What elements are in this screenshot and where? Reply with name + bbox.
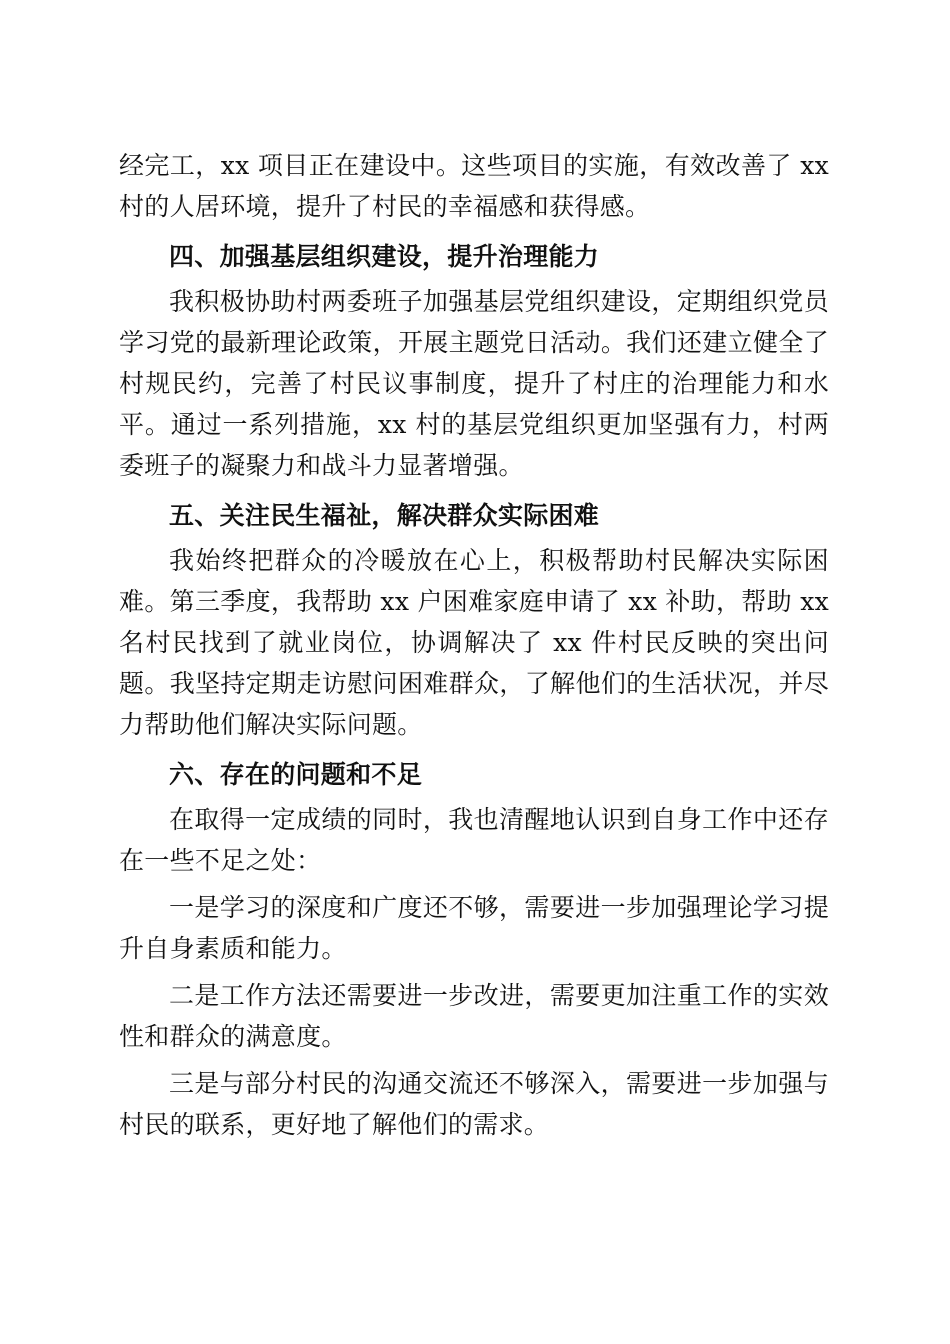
section-5-heading: 五、关注民生福祉，解决群众实际困难	[169, 501, 600, 530]
section-6-point-3: 三是与部分村民的沟通交流还不够深入，需要进一步加强与村民的联系，更好地了解他们的需求。	[119, 1069, 829, 1139]
section-5-paragraph: 我始终把群众的冷暖放在心上，积极帮助村民解决实际困难。第三季度，我帮助 xx 户困难家庭申请了 xx 补助，帮助 xx 名村民找到了就业岗位，协调解决了 xx 件村民反映的突出问题。我坚持定期走访慰问困难群众，了解他们的生活状况，并尽力帮助他们解决实际问题。	[119, 546, 829, 739]
document-body	[119, 145, 829, 1151]
section-4-heading: 四、加强基层组织建设，提升治理能力	[169, 242, 600, 271]
section-6-point-2: 二是工作方法还需要进一步改进，需要更加注重工作的实效性和群众的满意度。	[119, 981, 829, 1051]
section-6-heading: 六、存在的问题和不足	[169, 760, 423, 789]
section-6-intro: 在取得一定成绩的同时，我也清醒地认识到自身工作中还存在一些不足之处：	[119, 805, 829, 875]
paragraph-intro-continued: 经完工，xx 项目正在建设中。这些项目的实施，有效改善了 xx 村的人居环境，提升了村民的幸福感和获得感。	[119, 151, 829, 221]
section-6-point-1: 一是学习的深度和广度还不够，需要进一步加强理论学习提升自身素质和能力。	[119, 893, 829, 963]
section-4-paragraph: 我积极协助村两委班子加强基层党组织建设，定期组织党员学习党的最新理论政策，开展主题党日活动。我们还建立健全了村规民约，完善了村民议事制度，提升了村庄的治理能力和水平。通过一系列措施，xx 村的基层党组织更加坚强有力，村两委班子的凝聚力和战斗力显著增强。	[119, 287, 829, 480]
